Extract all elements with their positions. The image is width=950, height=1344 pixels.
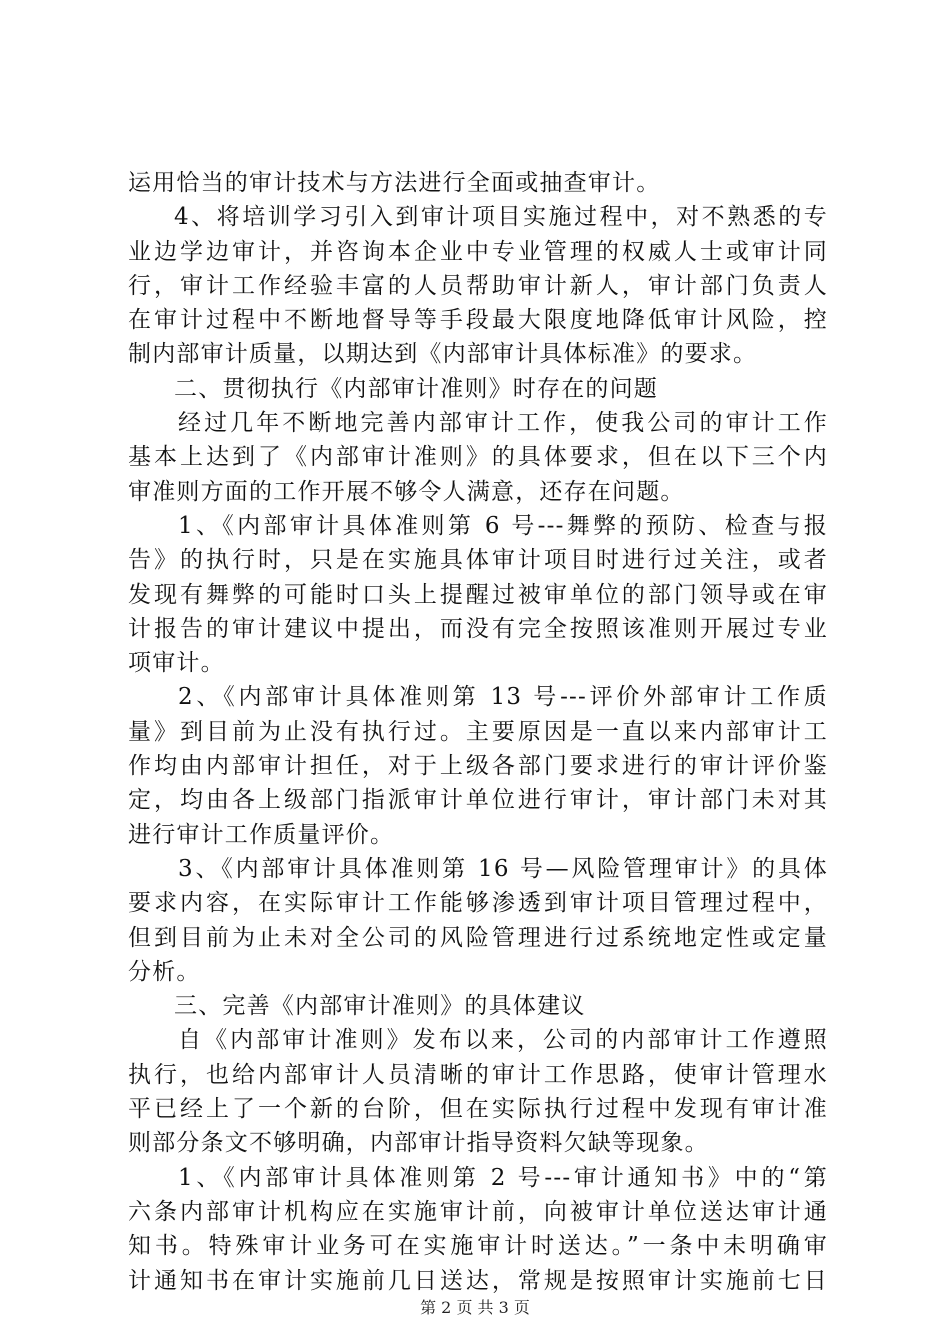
text-line: 4、将培训学习引入到审计项目实施过程中，对不熟悉的专 bbox=[174, 204, 828, 231]
text-line: 定，均由各上级部门指派审计单位进行审计，审计部门未对其 bbox=[128, 787, 828, 814]
text-line: 则部分条文不够明确，内部审计指导资料欠缺等现象。 bbox=[128, 1130, 709, 1157]
text-line: 制内部审计质量，以期达到《内部审计具体标准》的要求。 bbox=[128, 341, 758, 368]
text-line: 六条内部审计机构应在实施审计前，向被审计单位送达审计通 bbox=[128, 1198, 828, 1225]
section-heading: 三、完善《内部审计准则》的具体建议 bbox=[174, 993, 586, 1020]
text-line: 知书。特殊审计业务可在实施审计时送达。”一条中未明确审 bbox=[128, 1233, 828, 1260]
text-line: 发现有舞弊的可能时口头上提醒过被审单位的部门领导或在审 bbox=[128, 581, 828, 608]
text-line: 计报告的审计建议中提出，而没有完全按照该准则开展过专业 bbox=[128, 615, 828, 642]
text-line: 在审计过程中不断地督导等手段最大限度地降低审计风险，控 bbox=[128, 307, 828, 334]
page-number-footer: 第 2 页 共 3 页 bbox=[420, 1298, 530, 1317]
text-line: 要求内容，在实际审计工作能够渗透到审计项目管理过程中， bbox=[128, 890, 828, 917]
text-line: 分析。 bbox=[128, 958, 201, 985]
text-line: 基本上达到了《内部审计准则》的具体要求，但在以下三个内 bbox=[128, 444, 828, 471]
text-line: 作均由内部审计担任，对于上级各部门要求进行的审计评价鉴 bbox=[128, 753, 828, 780]
text-line: 执行，也给内部审计人员清晰的审计工作思路，使审计管理水 bbox=[128, 1061, 828, 1088]
text-line: 告》的执行时，只是在实施具体审计项目时进行过关注，或者 bbox=[128, 547, 828, 574]
text-line: 自《内部审计准则》发布以来，公司的内部审计工作遵照 bbox=[178, 1027, 828, 1054]
text-line: 量》到目前为止没有执行过。主要原因是一直以来内部审计工 bbox=[128, 718, 828, 745]
document-body bbox=[128, 166, 828, 1298]
text-line: 经过几年不断地完善内部审计工作，使我公司的审计工作 bbox=[178, 410, 828, 437]
text-line: 行，审计工作经验丰富的人员帮助审计新人，审计部门负责人 bbox=[128, 272, 828, 299]
text-line: 计通知书在审计实施前几日送达，常规是按照审计实施前七日 bbox=[128, 1267, 828, 1294]
text-line: 1、《内部审计具体准则第 6 号---舞弊的预防、检查与报 bbox=[178, 512, 828, 539]
text-line: 进行审计工作质量评价。 bbox=[128, 821, 395, 848]
text-line: 3、《内部审计具体准则第 16 号—风险管理审计》的具体 bbox=[178, 855, 828, 882]
text-line: 项审计。 bbox=[128, 650, 225, 677]
text-line: 1、《内部审计具体准则第 2 号---审计通知书》中的“第 bbox=[178, 1164, 828, 1191]
text-line: 运用恰当的审计技术与方法进行全面或抽查审计。 bbox=[128, 170, 661, 196]
text-line: 2、《内部审计具体准则第 13 号---评价外部审计工作质 bbox=[178, 684, 828, 711]
text-line: 业边学边审计，并咨询本企业中专业管理的权威人士或审计同 bbox=[128, 238, 828, 265]
text-line: 审准则方面的工作开展不够令人满意，还存在问题。 bbox=[128, 478, 685, 505]
section-heading: 二、贯彻执行《内部审计准则》时存在的问题 bbox=[174, 375, 658, 402]
text-line: 但到目前为止未对全公司的风险管理进行过系统地定性或定量 bbox=[128, 924, 828, 951]
text-line: 平已经上了一个新的台阶，但在实际执行过程中发现有审计准 bbox=[128, 1096, 828, 1123]
